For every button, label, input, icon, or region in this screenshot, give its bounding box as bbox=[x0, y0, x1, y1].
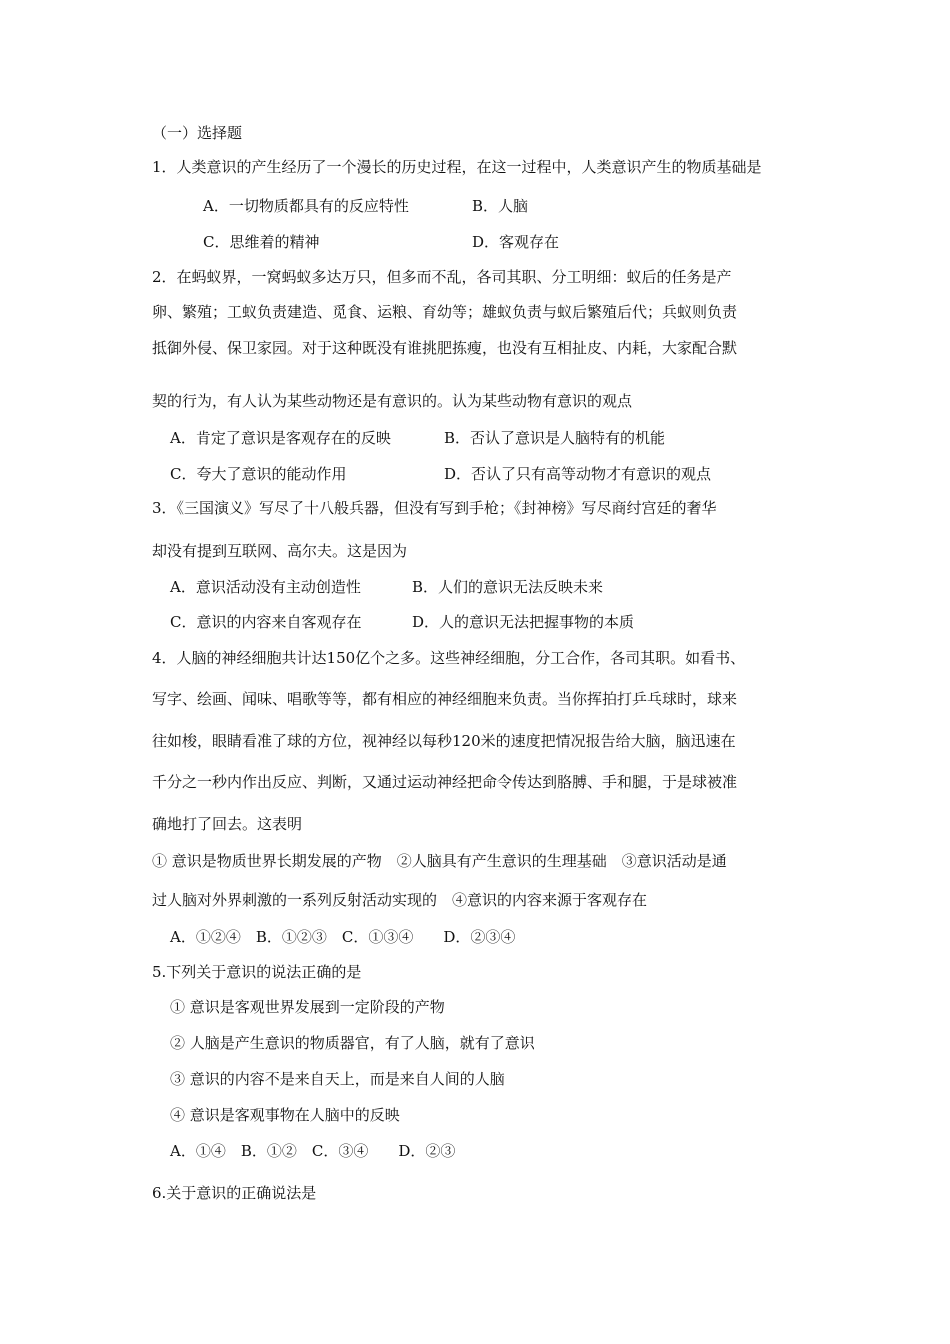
question-3-option-b: B．人们的意识无法反映未来 bbox=[412, 578, 604, 596]
question-4-stem-line: 写字、绘画、闻味、唱歌等等，都有相应的神经细胞来负责。当你挥拍打乒乓球时，球来 bbox=[152, 690, 738, 708]
question-2-option-b: B．否认了意识是人脑特有的机能 bbox=[444, 429, 666, 447]
question-6-stem: 6.关于意识的正确说法是 bbox=[152, 1184, 317, 1202]
question-2-stem-line: 契的行为，有人认为某些动物还是有意识的。认为某些动物有意识的观点 bbox=[152, 392, 633, 410]
question-4-statements-line: 过人脑对外界刺激的一系列反射活动实现的 ④意识的内容来源于客观存在 bbox=[152, 891, 648, 909]
question-1-option-a: A．一切物质都具有的反应特性 bbox=[203, 197, 409, 215]
question-4-answer-options: A．①②④ B．①②③ C．①③④ D．②③④ bbox=[170, 928, 516, 946]
question-2-option-a: A．肯定了意识是客观存在的反映 bbox=[170, 429, 391, 447]
question-2-stem-line: 卵、繁殖；工蚁负责建造、觅食、运粮、育幼等；雄蚁负责与蚁后繁殖后代；兵蚁则负责 bbox=[152, 303, 738, 321]
section-title: （一）选择题 bbox=[152, 124, 243, 142]
question-1-option-c: C．思维着的精神 bbox=[203, 233, 320, 251]
question-1-stem: 1．人类意识的产生经历了一个漫长的历史过程，在这一过程中，人类意识产生的物质基础是 bbox=[152, 158, 762, 176]
question-5-item-3: ③ 意识的内容不是来自天上，而是来自人间的人脑 bbox=[170, 1070, 505, 1088]
question-4-stem-line: 往如梭，眼睛看准了球的方位，视神经以每秒120米的速度把情况报告给大脑，脑迅速在 bbox=[152, 732, 736, 750]
question-2-stem-line: 2．在蚂蚁界，一窝蚂蚁多达万只，但多而不乱，各司其职、分工明细：蚁后的任务是产 bbox=[152, 268, 732, 286]
question-4-stem-line: 千分之一秒内作出反应、判断，又通过运动神经把命令传达到胳膊、手和腿，于是球被准 bbox=[152, 773, 738, 791]
question-4-stem-line: 确地打了回去。这表明 bbox=[152, 815, 303, 833]
question-3-option-a: A．意识活动没有主动创造性 bbox=[170, 578, 361, 596]
question-5-item-4: ④ 意识是客观事物在人脑中的反映 bbox=[170, 1106, 400, 1124]
question-1-option-d: D．客观存在 bbox=[472, 233, 560, 251]
question-5-answer-options: A．①④ B．①② C．③④ D．②③ bbox=[170, 1142, 456, 1160]
question-5-item-2: ② 人脑是产生意识的物质器官，有了人脑，就有了意识 bbox=[170, 1034, 535, 1052]
question-2-stem-line: 抵御外侵、保卫家园。对于这种既没有谁挑肥拣瘦，也没有互相扯皮、内耗，大家配合默 bbox=[152, 339, 738, 357]
question-1-option-b: B．人脑 bbox=[472, 197, 529, 215]
question-3-stem-line: 却没有提到互联网、高尔夫。这是因为 bbox=[152, 542, 408, 560]
question-5-item-1: ① 意识是客观世界发展到一定阶段的产物 bbox=[170, 998, 445, 1016]
question-2-option-d: D．否认了只有高等动物才有意识的观点 bbox=[444, 465, 712, 483]
question-4-statements-line: ① 意识是物质世界长期发展的产物 ②人脑具有产生意识的生理基础 ③意识活动是通 bbox=[152, 852, 727, 870]
question-2-option-c: C．夸大了意识的能动作用 bbox=[170, 465, 347, 483]
question-3-option-d: D．人的意识无法把握事物的本质 bbox=[412, 613, 635, 631]
question-3-stem-line: 3．《三国演义》写尽了十八般兵器，但没有写到手枪；《封神榜》写尽商纣宫廷的奢华 bbox=[152, 499, 717, 517]
question-3-option-c: C．意识的内容来自客观存在 bbox=[170, 613, 362, 631]
question-5-stem: 5.下列关于意识的说法正确的是 bbox=[152, 963, 362, 981]
question-4-stem-line: 4．人脑的神经细胞共计达150亿个之多。这些神经细胞，分工合作，各司其职。如看书、 bbox=[152, 649, 746, 667]
